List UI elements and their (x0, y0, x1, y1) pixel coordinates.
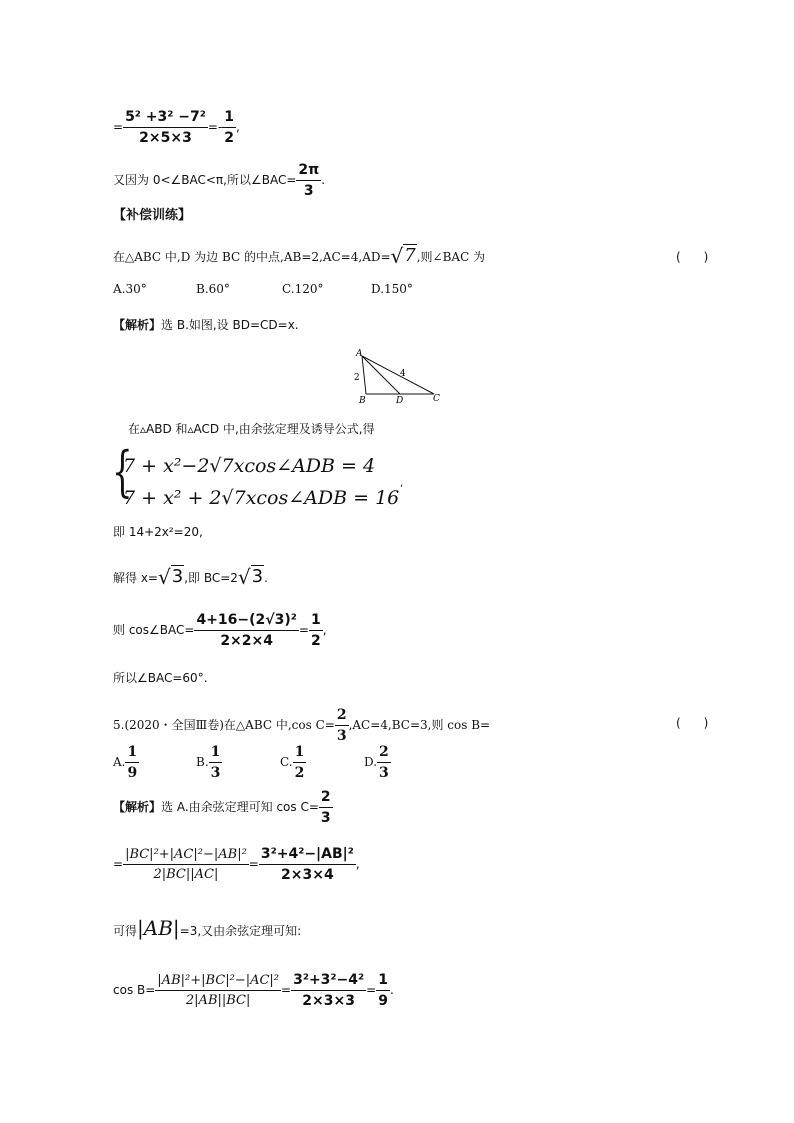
law-of-cosines-c-line (113, 847, 360, 882)
point-d-label: D (396, 396, 404, 406)
fraction-half (222, 110, 236, 145)
fraction-one-ninth (125, 745, 139, 780)
fraction-cosine-formula (123, 110, 208, 145)
prev-solution-fraction-line (113, 110, 240, 145)
radicand: 3 (171, 566, 184, 587)
side-ab (362, 356, 366, 394)
option-letter: C. (280, 755, 293, 769)
fraction-numerator: |BC|²+|AC|²−|AB|² (125, 847, 247, 862)
system-equation-1: 7 + x²−2√7xcos∠ADB = 4 (123, 455, 376, 477)
answer-bracket: ( ) (676, 250, 709, 264)
vertex-a-label: A (356, 349, 363, 359)
equals-sign: = (298, 623, 309, 637)
ab-result-prefix: 可得 (113, 924, 138, 938)
option-a: A.30° (113, 282, 147, 296)
comma: , (322, 623, 327, 637)
fraction-numerator: 3²+4²−|AB|² (260, 846, 354, 862)
triangle-figure (352, 346, 452, 406)
system-comma: , (400, 478, 404, 489)
practice-header: 【补偿训练】 (113, 208, 192, 223)
problem4-text: 在△ABC 中,D 为边 BC 的中点,AB=2,AC=4,AD= (113, 250, 391, 264)
comma: , (355, 857, 360, 871)
side-ab-length: 2 (354, 373, 360, 383)
fraction-cos-b-values (291, 973, 366, 1008)
fraction-cos-c-formula (123, 848, 249, 881)
equals-sign: = (248, 857, 259, 871)
fraction-numerator: 2 (320, 789, 331, 805)
angle-range-text: 又因为 0<∠BAC<π,所以∠BAC= (113, 173, 297, 187)
cos-b-prefix: cos B= (113, 983, 156, 997)
system-equation-2: 7 + x² + 2√7xcos∠ADB = 16 (123, 487, 400, 509)
solution-label: 【解析】 (113, 318, 162, 332)
fraction-one-third (209, 745, 223, 780)
ab-magnitude: |AB| (137, 916, 180, 940)
option-c (280, 745, 306, 780)
period: . (389, 983, 394, 997)
fraction-numerator: 2 (336, 707, 347, 723)
option-letter: B. (196, 755, 209, 769)
solution-text: 选 B.如图,设 BD=CD=x. (161, 318, 299, 332)
fraction-cos-bac (194, 613, 298, 648)
radical-sign: √ (390, 244, 404, 268)
fraction-cos-b-formula (155, 974, 281, 1007)
fraction-denominator: 3 (209, 762, 223, 780)
radical-sign: √ (157, 565, 171, 589)
fraction-denominator: 2 (222, 127, 236, 145)
fraction-one-ninth (376, 973, 390, 1008)
radical-sign: √ (237, 565, 251, 589)
cos-b-line (113, 973, 394, 1008)
sqrt-three (238, 567, 264, 587)
fraction-denominator: 2|AB||BC| (155, 990, 281, 1007)
equation-system (112, 440, 412, 517)
option-letter: A. (113, 755, 126, 769)
fraction-denominator: 9 (376, 990, 390, 1008)
solve-text: 解得 x= (113, 571, 158, 585)
fraction-denominator: 2 (309, 630, 323, 648)
fraction-two-pi-thirds (296, 163, 321, 198)
simplified-equation: 即 14+2x²=20, (113, 525, 203, 539)
fraction-denominator: 9 (125, 762, 139, 780)
problem5-options (113, 745, 413, 785)
median-ad (362, 356, 400, 394)
problem5-text-tail: ,AC=4,BC=3,则 cos B= (348, 718, 491, 732)
vertex-c-label: C (433, 394, 440, 404)
equals-sign: = (113, 857, 124, 871)
problem5-statement (113, 708, 490, 743)
problem4-statement (113, 246, 485, 266)
cos-bac-prefix: 则 cos∠BAC= (113, 623, 195, 637)
fraction-numerator: 5² +3² −7² (125, 109, 206, 125)
fraction-denominator: 2 (293, 762, 307, 780)
period: . (264, 571, 268, 585)
vertex-b-label: B (359, 396, 366, 406)
fraction-denominator: 2×3×3 (291, 990, 366, 1008)
fraction-numerator: 2 (379, 744, 389, 760)
equals-sign: = (366, 983, 377, 997)
radicand: 7 (404, 245, 416, 266)
fraction-numerator: 1 (224, 109, 235, 125)
option-b (196, 745, 222, 780)
system-brace: { (112, 440, 133, 503)
fraction-numerator: |AB|²+|BC|²−|AC|² (157, 973, 280, 988)
fraction-numerator: 1 (310, 612, 321, 628)
equals-minus: =- (207, 120, 223, 134)
problem4-solution-start (113, 319, 299, 331)
angle-range-line (113, 163, 325, 198)
ab-result-text: =3,又由余弦定理可知: (179, 924, 302, 938)
fraction-cos-c-values (259, 847, 356, 882)
ab-result-line (113, 918, 301, 938)
fraction-half (309, 613, 323, 648)
fraction-numerator: 1 (210, 744, 221, 760)
side-ac-length: 4 (400, 369, 406, 379)
side-ac (362, 356, 434, 394)
law-of-cosines-intro: 在▵ABD 和▵ACD 中,由余弦定理及诱导公式,得 (128, 422, 375, 436)
conclusion-line: 所以∠BAC=60°. (113, 671, 208, 685)
problem5-solution-start (113, 790, 333, 825)
fraction-denominator: 2×5×3 (123, 127, 208, 145)
fraction-denominator: 2×2×4 (194, 630, 298, 648)
fraction-two-thirds (319, 790, 333, 825)
fraction-denominator: 3 (335, 725, 349, 743)
fraction-two-thirds (377, 745, 391, 780)
comma: , (236, 120, 240, 134)
option-d (364, 745, 391, 780)
period: . (321, 173, 326, 187)
fraction-numerator: 4+16−(2√3)² (196, 612, 297, 628)
radicand: 3 (251, 566, 264, 587)
problem5-text: 5.(2020・全国Ⅲ卷)在△ABC 中,cos C= (113, 718, 335, 732)
answer-bracket: ( ) (676, 716, 709, 730)
option-d: D.150° (371, 282, 413, 296)
fraction-denominator: 3 (377, 762, 391, 780)
fraction-numerator: 1 (294, 744, 305, 760)
solve-x-line (113, 567, 268, 587)
problem4-text-tail: ,则∠BAC 为 (416, 250, 486, 264)
sqrt-seven (391, 246, 417, 266)
fraction-denominator: 3 (296, 180, 321, 198)
equals-sign: = (113, 120, 124, 134)
fraction-numerator: 2π (298, 162, 320, 178)
bc-text: ,即 BC=2 (184, 571, 238, 585)
fraction-numerator: 1 (378, 972, 388, 988)
option-c: C.120° (282, 282, 324, 296)
option-letter: D. (364, 755, 378, 769)
solution-label: 【解析】 (113, 800, 162, 814)
fraction-denominator: 2×3×4 (259, 864, 356, 882)
cos-bac-line (113, 613, 327, 648)
option-a (113, 745, 139, 780)
fraction-denominator: 3 (319, 807, 333, 825)
fraction-numerator: 3²+3²−4² (293, 972, 365, 988)
fraction-numerator: 1 (127, 744, 138, 760)
sqrt-three (158, 567, 184, 587)
equals-sign: = (281, 983, 292, 997)
fraction-one-half (293, 745, 307, 780)
option-b: B.60° (196, 282, 230, 296)
fraction-denominator: 2|BC||AC| (123, 864, 249, 881)
solution-text: 选 A.由余弦定理可知 cos C= (161, 800, 319, 814)
fraction-two-thirds (335, 708, 349, 743)
